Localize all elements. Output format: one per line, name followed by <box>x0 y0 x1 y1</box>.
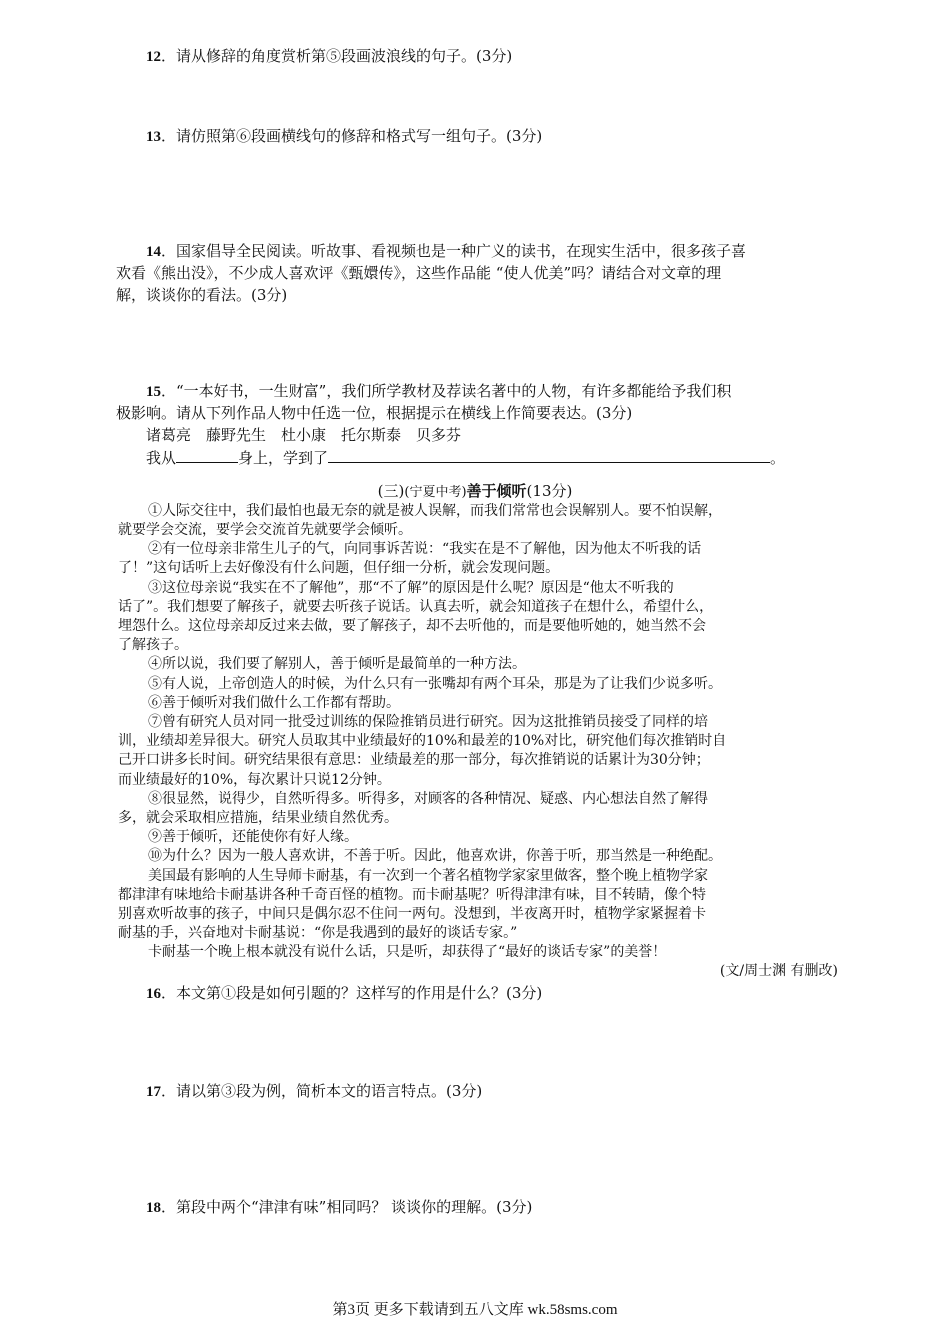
passage-line: 别喜欢听故事的孩子，中间只是偶尔忍不住问一两句。没想到，半夜离开时，植物学家紧握着卡 <box>118 906 706 922</box>
passage-line: ⑧很显然，说得少，自然听得多。听得多，对顾客的各种情况、疑惑、内心想法自然了解得 <box>148 791 708 807</box>
question-number: 15 <box>146 384 161 400</box>
question-number: 16 <box>146 986 161 1002</box>
passage-line: 多，就会采取相应措施，结果业绩自然优秀。 <box>118 810 398 826</box>
fill-middle: 身上，学到了 <box>238 449 329 467</box>
question-text: ．本文第①段是如何引题的？这样写的作用是什么？(3分) <box>161 984 543 1002</box>
question-14-line2: 欢看《熊出没》，不少成人喜欢评《甄嬛传》，这些作品能 “使人优美”吗？请结合对文章的理 <box>116 264 722 282</box>
passage-line: ⑩为什么？因为一般人喜欢讲，不善于听。因此，他喜欢讲，你善于听，那当然是一种绝配。 <box>148 848 722 864</box>
passage-line: ③这位母亲说“我实在不了解他”，那“不了解”的原因是什么呢？原因是“他太不听我的 <box>148 580 674 596</box>
passage-line: 而业绩最好的10%，每次累计只说12分钟。 <box>118 772 391 788</box>
passage-line: ⑨善于倾听，还能使你有好人缘。 <box>148 829 358 845</box>
question-17 <box>146 1080 846 1103</box>
passage-line: 卡耐基一个晚上根本就没有说什么话，只是听，却获得了“最好的谈话专家”的美誉！ <box>148 944 667 960</box>
question-16 <box>146 982 846 1005</box>
passage-line: 埋怨什么。这位母亲却反过来去做，要了解孩子，却不去听他的，而是要他听她的，她当然不会 <box>118 618 706 634</box>
passage-line: ⑦曾有研究人员对同一批受过训练的保险推销员进行研究。因为这批推销员接受了同样的培 <box>148 714 708 730</box>
passage-line: ④所以说，我们要了解别人，善于倾听是最简单的一种方法。 <box>148 656 526 672</box>
passage-credit: (文/周士渊 有删改) <box>719 963 838 979</box>
question-14 <box>146 240 846 263</box>
question-number: 13 <box>146 129 161 145</box>
question-number: 18 <box>146 1200 161 1216</box>
question-text: ．请仿照第⑥段画横线句的修辞和格式写一组句子。(3分) <box>161 127 543 145</box>
passage-line: 耐基的手，兴奋地对卡耐基说：“你是我遇到的最好的谈话专家。” <box>118 925 518 941</box>
question-text: ．请从修辞的角度赏析第⑤段画波浪线的句子。(3分) <box>161 47 513 65</box>
passage-line: 就要学会交流，要学会交流首先就要学会倾听。 <box>118 522 412 538</box>
question-text: ．第段中两个“津津有味”相同吗？ 谈谈你的理解。(3分) <box>161 1198 533 1216</box>
question-text: ．国家倡导全民阅读。听故事、看视频也是一种广义的读书，在现实生活中，很多孩子喜 <box>161 242 747 260</box>
question-number: 14 <box>146 244 161 260</box>
question-text: ．请以第③段为例，简析本文的语言特点。(3分) <box>161 1082 483 1100</box>
fill-prefix: 我从 <box>146 449 177 467</box>
passage-line: 己开口讲多长时间。研究结果很有意思：业绩最差的那一部分，每次推销说的话累计为30分钟； <box>118 752 710 768</box>
passage-line: ⑥善于倾听对我们做什么工作都有帮助。 <box>148 695 400 711</box>
question-14-line3: 解，谈谈你的看法。(3分) <box>116 286 288 304</box>
passage-line: ②有一位母亲非常生儿子的气，向同事诉苦说：“我实在是不了解他，因为他太不听我的话 <box>148 541 702 557</box>
question-15 <box>146 380 846 403</box>
passage-line: 美国最有影响的人生导师卡耐基，有一次到一个著名植物学家家里做客，整个晚上植物学家 <box>148 868 708 884</box>
passage-line: 都津津有味地给卡耐基讲各种千奇百怪的植物。而卡耐基呢？听得津津有味，目不转睛，像个特 <box>118 887 706 903</box>
passage-line: 了解孩子。 <box>118 637 188 653</box>
page-footer: 第3页 更多下载请到五八文库 wk.58sms.com <box>332 1302 618 1318</box>
passage-line: 训，业绩却差异很大。研究人员取其中业绩最好的10%和最差的10%对比，研究他们每次推销时自 <box>118 733 727 749</box>
answer-blank-lesson[interactable] <box>328 446 770 463</box>
question-13 <box>146 125 846 148</box>
section-heading: 善于倾听 <box>466 482 527 500</box>
passage-line: 了！”这句话听上去好像没有什么问题，但仔细一分析，就会发现问题。 <box>118 560 560 576</box>
section-title <box>0 480 950 504</box>
passage-line: ⑤有人说，上帝创造人的时候，为什么只有一张嘴却有两个耳朵，那是为了让我们少说多听。 <box>148 676 722 692</box>
question-text: ．“一本好书，一生财富”，我们所学教材及荐读名著中的人物，有许多都能给予我们积 <box>161 382 732 400</box>
passage-line: 话了”。我们想要了解孩子，就要去听孩子说话。认真去听，就会知道孩子在想什么，希望什么， <box>118 599 714 615</box>
answer-blank-person[interactable] <box>176 446 238 463</box>
question-number: 12 <box>146 49 161 65</box>
question-number: 17 <box>146 1084 161 1100</box>
question-15-line2: 极影响。请从下列作品人物中任选一位，根据提示在横线上作简要表达。(3分) <box>116 404 633 422</box>
fill-end: 。 <box>770 449 786 467</box>
fill-in-sentence <box>146 446 785 469</box>
section-label: (三) <box>377 482 405 500</box>
question-18 <box>146 1196 846 1219</box>
section-score: (13分) <box>526 482 573 500</box>
character-list: 诸葛亮 藤野先生 杜小康 托尔斯泰 贝多芬 <box>146 426 462 444</box>
section-source: (宁夏中考) <box>404 485 467 500</box>
passage-line: ①人际交往中，我们最怕也最无奈的就是被人误解，而我们常常也会误解别人。要不怕误解， <box>148 503 722 519</box>
question-12 <box>146 45 846 68</box>
